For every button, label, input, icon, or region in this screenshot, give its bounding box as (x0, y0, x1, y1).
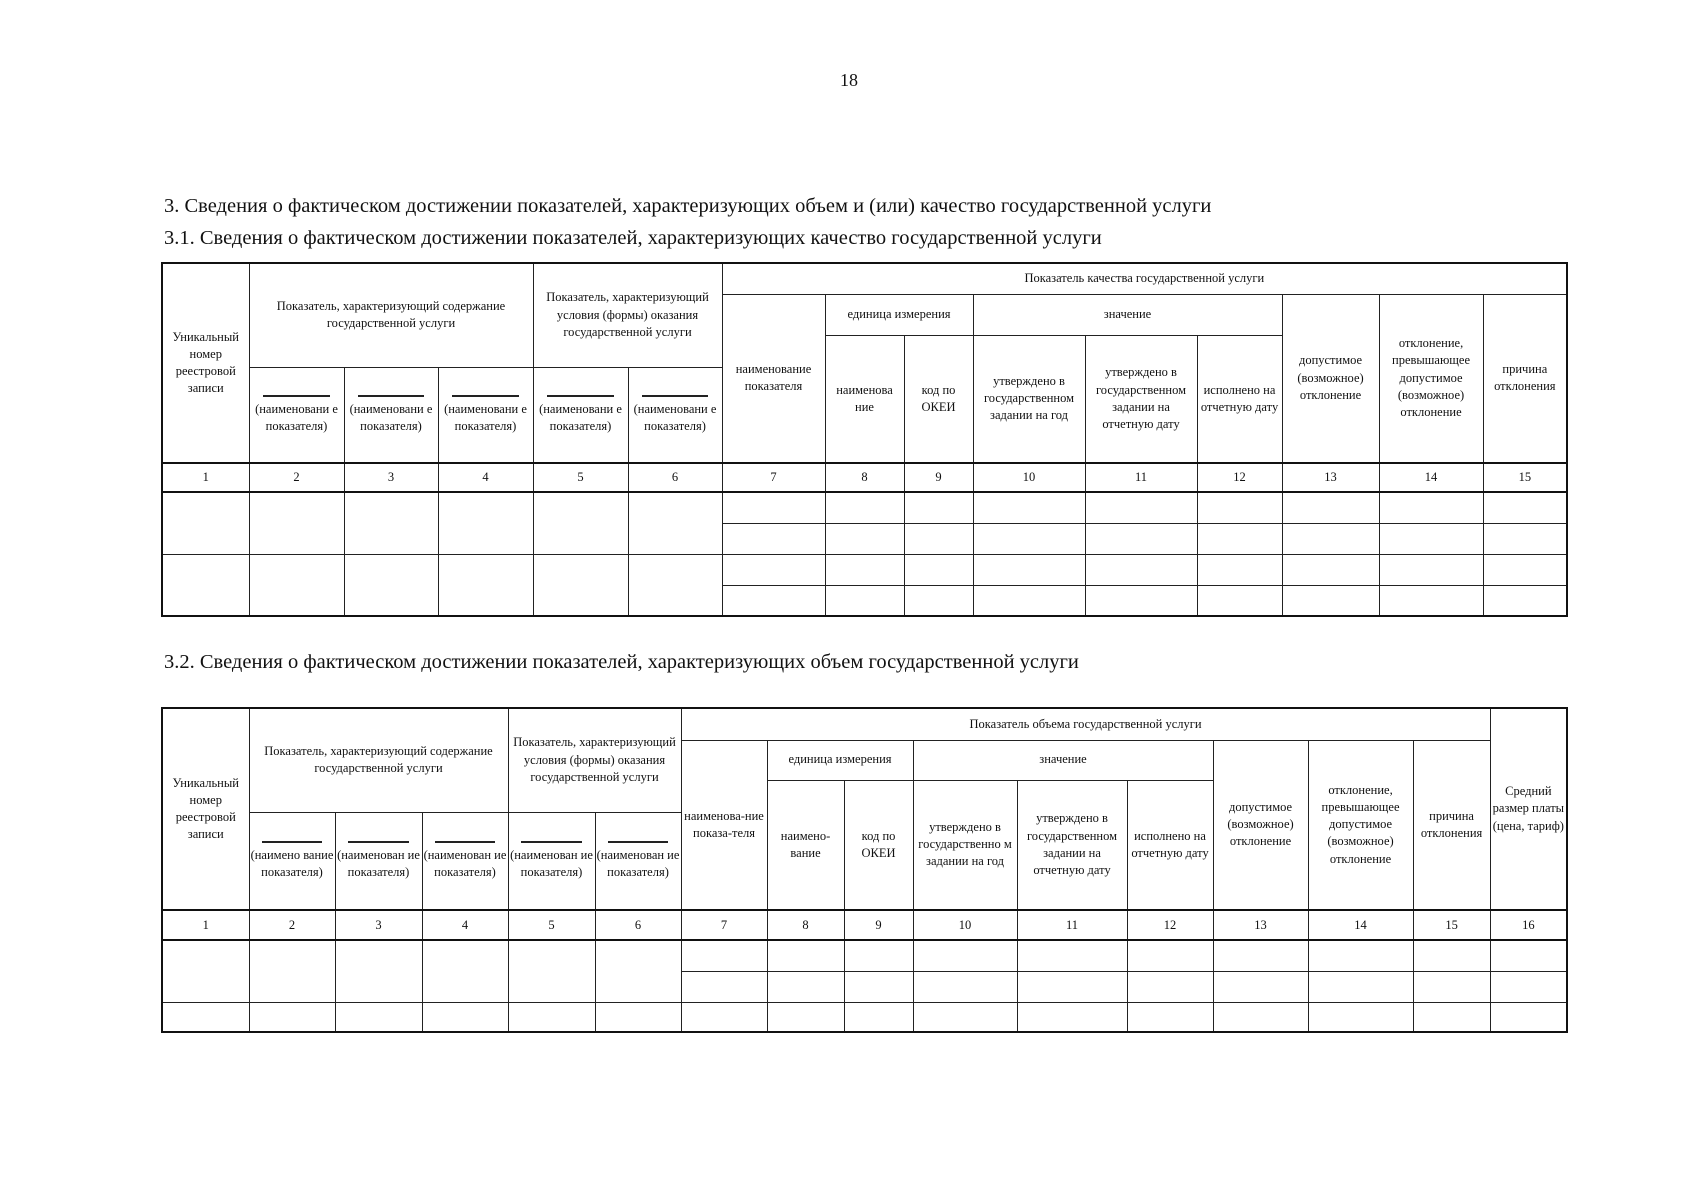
column-number: 3 (344, 463, 438, 492)
empty-cell[interactable] (722, 585, 825, 616)
empty-cell[interactable] (722, 554, 825, 585)
column-number: 11 (1017, 910, 1127, 940)
empty-cell[interactable] (825, 585, 904, 616)
unique-number-header: Уникальный номер реестровой записи (162, 263, 249, 463)
empty-cell[interactable] (438, 492, 533, 554)
empty-cell[interactable] (1017, 940, 1127, 971)
allowed-deviation-header: допустимое (возможное) отклонение (1282, 294, 1379, 463)
column-number: 10 (913, 910, 1017, 940)
approved-year-header: утверждено в государственном задании на год (973, 335, 1085, 463)
column-number: 6 (628, 463, 722, 492)
empty-cell[interactable] (1197, 554, 1282, 585)
column-number: 16 (1490, 910, 1567, 940)
column-number: 15 (1483, 463, 1567, 492)
section-3-1-title: 3.1. Сведения о фактическом достижении показателей, характеризующих качество государственной услуги (164, 227, 1102, 249)
column-number: 3 (335, 910, 422, 940)
okei-code-header: код по ОКЕИ (844, 780, 913, 910)
empty-cell[interactable] (162, 492, 249, 554)
empty-cell[interactable] (1213, 940, 1308, 971)
empty-cell[interactable] (249, 1002, 335, 1032)
empty-cell[interactable] (904, 492, 973, 523)
empty-cell[interactable] (1017, 971, 1127, 1002)
empty-cell[interactable] (1197, 523, 1282, 554)
section-3-title: 3. Сведения о фактическом достижении показателей, характеризующих объем и (или) качество государственной услуги (164, 195, 1212, 217)
sub-indicator-cell: (наименовани е показателя) (249, 367, 344, 463)
sub-indicator-cell: (наименовани е показателя) (344, 367, 438, 463)
empty-cell[interactable] (344, 492, 438, 554)
empty-cell[interactable] (844, 940, 913, 971)
empty-cell[interactable] (508, 940, 595, 1002)
empty-cell[interactable] (533, 554, 628, 616)
empty-cell[interactable] (973, 585, 1085, 616)
unit-header: единица измерения (825, 294, 973, 335)
empty-cell[interactable] (595, 1002, 681, 1032)
quality-indicator-header: Показатель качества государственной услуги (722, 263, 1567, 294)
table-row (162, 1002, 1567, 1032)
column-number: 8 (767, 910, 844, 940)
empty-cell[interactable] (904, 523, 973, 554)
empty-cell[interactable] (1127, 1002, 1213, 1032)
empty-cell[interactable] (1282, 585, 1379, 616)
empty-cell[interactable] (1413, 971, 1490, 1002)
empty-cell[interactable] (1213, 1002, 1308, 1032)
empty-cell[interactable] (1379, 554, 1483, 585)
sub-indicator-cell: (наименовани е показателя) (533, 367, 628, 463)
empty-cell[interactable] (438, 554, 533, 616)
empty-cell[interactable] (767, 940, 844, 971)
value-header: значение (973, 294, 1282, 335)
empty-cell[interactable] (1483, 523, 1567, 554)
deviation-reason-header: причина отклонения (1413, 740, 1490, 910)
empty-cell[interactable] (1308, 1002, 1413, 1032)
empty-cell[interactable] (1282, 554, 1379, 585)
section-3-2-title: 3.2. Сведения о фактическом достижении показателей, характеризующих объем государственной услуги (164, 651, 1079, 673)
approved-date-header: утверждено в государственном задании на отчетную дату (1085, 335, 1197, 463)
empty-cell[interactable] (973, 492, 1085, 523)
exceeding-deviation-header: отклонение, превышающее допустимое (возможное) отклонение (1308, 740, 1413, 910)
empty-cell[interactable] (595, 940, 681, 1002)
empty-cell[interactable] (1308, 940, 1413, 971)
empty-cell[interactable] (973, 554, 1085, 585)
value-header: значение (913, 740, 1213, 780)
sub-indicator-cell: (наименовани е показателя) (628, 367, 722, 463)
column-number: 4 (422, 910, 508, 940)
empty-cell[interactable] (1282, 492, 1379, 523)
column-number: 4 (438, 463, 533, 492)
empty-cell[interactable] (422, 940, 508, 1002)
quality-indicators-table (161, 262, 1568, 617)
empty-cell[interactable] (1127, 940, 1213, 971)
conditions-indicator-header: Показатель, характеризующий условия (формы) оказания государственной услуги (533, 263, 722, 367)
table-row (162, 492, 1567, 523)
empty-cell[interactable] (249, 492, 344, 554)
column-number: 13 (1213, 910, 1308, 940)
empty-cell[interactable] (681, 971, 767, 1002)
empty-cell[interactable] (335, 940, 422, 1002)
sub-indicator-cell: (наименован ие показателя) (422, 812, 508, 910)
column-number: 14 (1379, 463, 1483, 492)
empty-cell[interactable] (681, 940, 767, 971)
column-number: 9 (904, 463, 973, 492)
column-number: 10 (973, 463, 1085, 492)
indicator-name-header: наименова-ние показа-теля (681, 740, 767, 910)
empty-cell[interactable] (422, 1002, 508, 1032)
empty-cell[interactable] (1085, 554, 1197, 585)
empty-cell[interactable] (1085, 585, 1197, 616)
empty-cell[interactable] (1379, 523, 1483, 554)
empty-cell[interactable] (722, 492, 825, 523)
empty-cell[interactable] (1197, 492, 1282, 523)
empty-cell[interactable] (1483, 585, 1567, 616)
empty-cell[interactable] (1127, 971, 1213, 1002)
empty-cell[interactable] (825, 523, 904, 554)
empty-cell[interactable] (162, 1002, 249, 1032)
exceeding-deviation-header: отклонение, превышающее допустимое (возможное) отклонение (1379, 294, 1483, 463)
allowed-deviation-header: допустимое (возможное) отклонение (1213, 740, 1308, 910)
empty-cell[interactable] (533, 492, 628, 554)
column-number: 7 (681, 910, 767, 940)
deviation-reason-header: причина отклонения (1483, 294, 1567, 463)
empty-cell[interactable] (162, 554, 249, 616)
empty-cell[interactable] (1483, 554, 1567, 585)
column-number: 15 (1413, 910, 1490, 940)
executed-date-header: исполнено на отчетную дату (1197, 335, 1282, 463)
sub-indicator-cell: (наименован ие показателя) (595, 812, 681, 910)
column-number: 1 (162, 463, 249, 492)
empty-cell[interactable] (767, 1002, 844, 1032)
table-row (162, 940, 1567, 971)
column-number: 6 (595, 910, 681, 940)
empty-cell[interactable] (1085, 523, 1197, 554)
content-indicator-header: Показатель, характеризующий содержание государственной услуги (249, 708, 508, 812)
empty-cell[interactable] (628, 554, 722, 616)
column-number: 7 (722, 463, 825, 492)
column-number: 13 (1282, 463, 1379, 492)
table-row (162, 554, 1567, 585)
empty-cell[interactable] (1017, 1002, 1127, 1032)
empty-cell[interactable] (1379, 585, 1483, 616)
empty-cell[interactable] (508, 1002, 595, 1032)
empty-cell[interactable] (249, 554, 344, 616)
approved-date-header: утверждено в государственном задании на отчетную дату (1017, 780, 1127, 910)
column-number: 9 (844, 910, 913, 940)
empty-cell[interactable] (681, 1002, 767, 1032)
indicator-name-header: наименование показателя (722, 294, 825, 463)
column-number: 5 (508, 910, 595, 940)
empty-cell[interactable] (904, 554, 973, 585)
approved-year-header: утверждено в государственно м задании на год (913, 780, 1017, 910)
empty-cell[interactable] (767, 971, 844, 1002)
empty-cell[interactable] (1490, 971, 1567, 1002)
empty-cell[interactable] (1197, 585, 1282, 616)
empty-cell[interactable] (913, 940, 1017, 971)
column-number: 12 (1127, 910, 1213, 940)
empty-cell[interactable] (844, 971, 913, 1002)
column-number: 1 (162, 910, 249, 940)
volume-indicator-header: Показатель объема государственной услуги (681, 708, 1490, 740)
page-number: 18 (840, 70, 858, 90)
empty-cell[interactable] (1413, 1002, 1490, 1032)
unique-number-header: Уникальный номер реестровой записи (162, 708, 249, 910)
unit-name-header: наимено-вание (767, 780, 844, 910)
sub-indicator-cell: (наименован ие показателя) (508, 812, 595, 910)
column-number: 8 (825, 463, 904, 492)
executed-date-header: исполнено на отчетную дату (1127, 780, 1213, 910)
empty-cell[interactable] (1379, 492, 1483, 523)
empty-cell[interactable] (1213, 971, 1308, 1002)
empty-cell[interactable] (249, 940, 335, 1002)
column-number: 2 (249, 910, 335, 940)
empty-cell[interactable] (722, 523, 825, 554)
column-number: 11 (1085, 463, 1197, 492)
empty-cell[interactable] (1483, 492, 1567, 523)
empty-cell[interactable] (825, 554, 904, 585)
empty-cell[interactable] (825, 492, 904, 523)
empty-cell[interactable] (973, 523, 1085, 554)
column-number: 14 (1308, 910, 1413, 940)
empty-cell[interactable] (1282, 523, 1379, 554)
empty-cell[interactable] (344, 554, 438, 616)
empty-cell[interactable] (1308, 971, 1413, 1002)
empty-cell[interactable] (335, 1002, 422, 1032)
conditions-indicator-header: Показатель, характеризующий условия (формы) оказания государственной услуги (508, 708, 681, 812)
empty-cell[interactable] (913, 1002, 1017, 1032)
content-indicator-header: Показатель, характеризующий содержание государственной услуги (249, 263, 533, 367)
unit-header: единица измерения (767, 740, 913, 780)
empty-cell[interactable] (1490, 1002, 1567, 1032)
empty-cell[interactable] (162, 940, 249, 1002)
empty-cell[interactable] (913, 971, 1017, 1002)
sub-indicator-cell: (наимено вание показателя) (249, 812, 335, 910)
empty-cell[interactable] (844, 1002, 913, 1032)
empty-cell[interactable] (1413, 940, 1490, 971)
empty-cell[interactable] (904, 585, 973, 616)
empty-cell[interactable] (628, 492, 722, 554)
column-number: 2 (249, 463, 344, 492)
average-fee-header: Средний размер платы (цена, тариф) (1490, 708, 1567, 910)
column-number: 12 (1197, 463, 1282, 492)
okei-code-header: код по ОКЕИ (904, 335, 973, 463)
unit-name-header: наименова ние (825, 335, 904, 463)
sub-indicator-cell: (наименован ие показателя) (335, 812, 422, 910)
sub-indicator-cell: (наименовани е показателя) (438, 367, 533, 463)
empty-cell[interactable] (1085, 492, 1197, 523)
empty-cell[interactable] (1490, 940, 1567, 971)
column-number: 5 (533, 463, 628, 492)
volume-indicators-table (161, 707, 1568, 1033)
